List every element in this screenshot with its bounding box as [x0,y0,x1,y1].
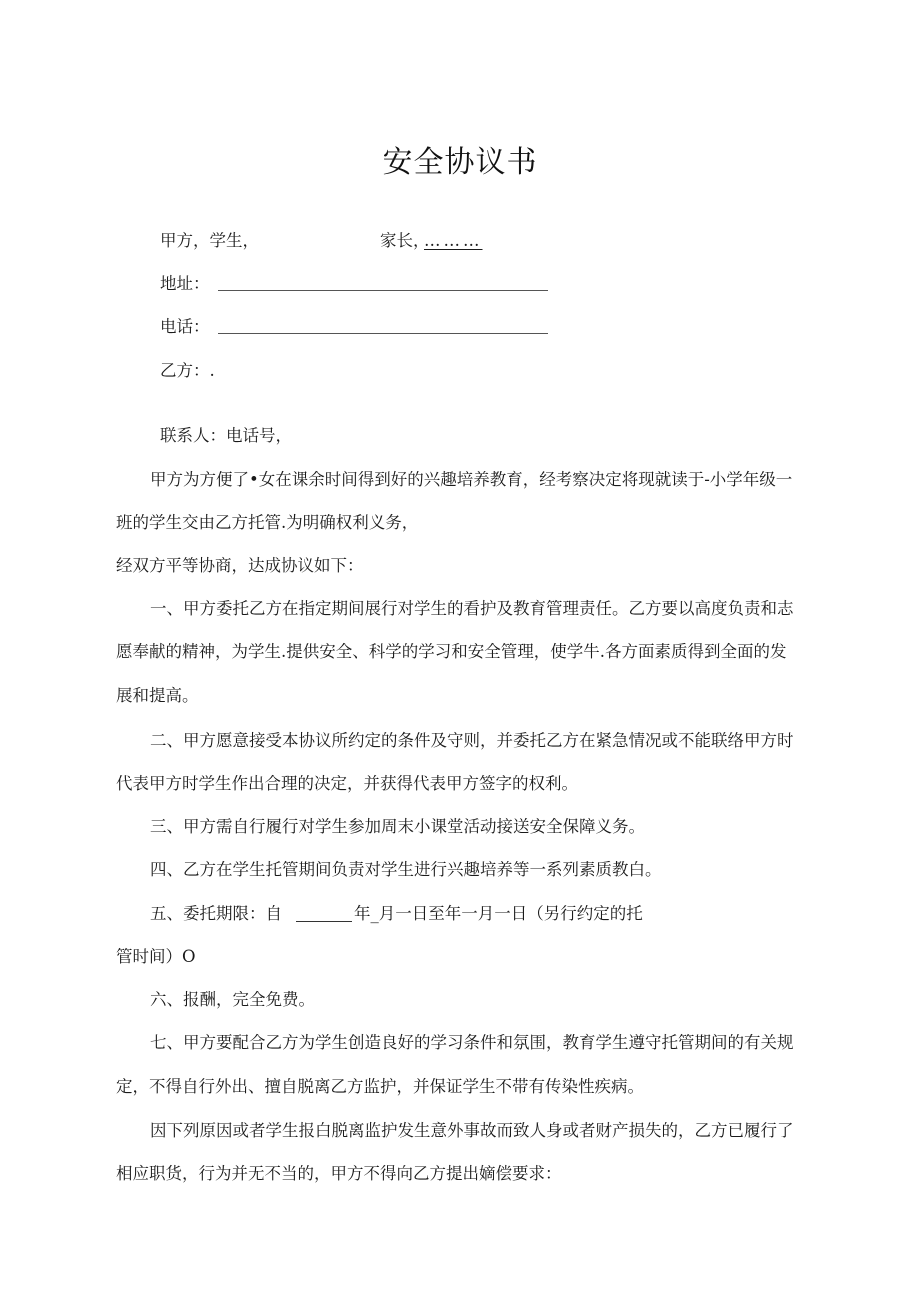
clause-1-line-2: 愿奉献的精神，为学生.提供安全、科学的学习和安全管理，使学牛.各方面素质得到全面的发 [116,642,787,661]
party-b-label: 乙方：. [160,361,215,380]
phone-blank-line [218,333,548,334]
clause-3: 三、甲方需自行履行对学生参加周末小课堂活动接送安全保障义务。 [150,817,645,836]
parent-value: ……… [424,231,483,250]
clause-8-line-2: 相应职货，行为并无不当的，甲方不得向乙方提出嫡偿要求： [116,1164,562,1183]
intro-line-1: 甲方为方便了•女在课余时间得到好的兴趣培养教育，经考察决定将现就读于-小学年级一 [150,470,793,489]
clause-1-line-1: 一、甲方委托乙方在指定期间展行对学生的看护及教育管理责任。乙方要以高度负责和志 [150,599,794,618]
intro-line-3: 经双方平等协商，达成协议如下： [116,556,364,575]
clause-6: 六、报酬，完全免费。 [150,990,315,1009]
clause-7-line-2: 定，不得自行外出、擅自脱离乙方监护，并保证学生不带有传染性疾病。 [116,1077,644,1096]
clause-2-line-1: 二、甲方愿意接受本协议所约定的条件及守则，并委托乙方在紧急情况或不能联络甲方时 [150,731,794,750]
intro-line-2: 班的学生交由乙方托管.为明确权利义务， [116,513,419,532]
phone-label: 电话： [160,317,210,336]
parent-label: 家长， [380,231,430,250]
party-a-label: 甲方，学生， [160,231,259,250]
clause-5-suffix: 年_月一日至年一月一日（另行约定的托 [354,904,643,923]
clause-7-line-1: 七、甲方要配合乙方为学生创造良好的学习条件和氛围，教育学生遵守托管期间的有关规 [150,1033,794,1052]
address-label: 地址： [160,274,210,293]
address-blank-line [218,290,548,291]
clause-5-year-blank [296,921,352,922]
document-title: 安全协议书 [382,145,538,180]
clause-8-line-1: 因下列原因或者学生报白脱离监护发生意外事故而致人身或者财产损失的，乙方已履行了 [150,1121,794,1140]
clause-5-prefix: 五、委托期限：自 [150,904,282,923]
contact-label: 联系人：电话号， [160,426,292,445]
clause-5-line-2: 管时间）O [116,947,196,966]
clause-2-line-2: 代表甲方时学生作出合理的决定，并获得代表甲方签字的权利。 [116,774,578,793]
clause-1-line-3: 展和提高。 [116,686,199,705]
clause-4: 四、乙方在学生托管期间负责对学生进行兴趣培养等一系列素质教白。 [150,860,662,879]
